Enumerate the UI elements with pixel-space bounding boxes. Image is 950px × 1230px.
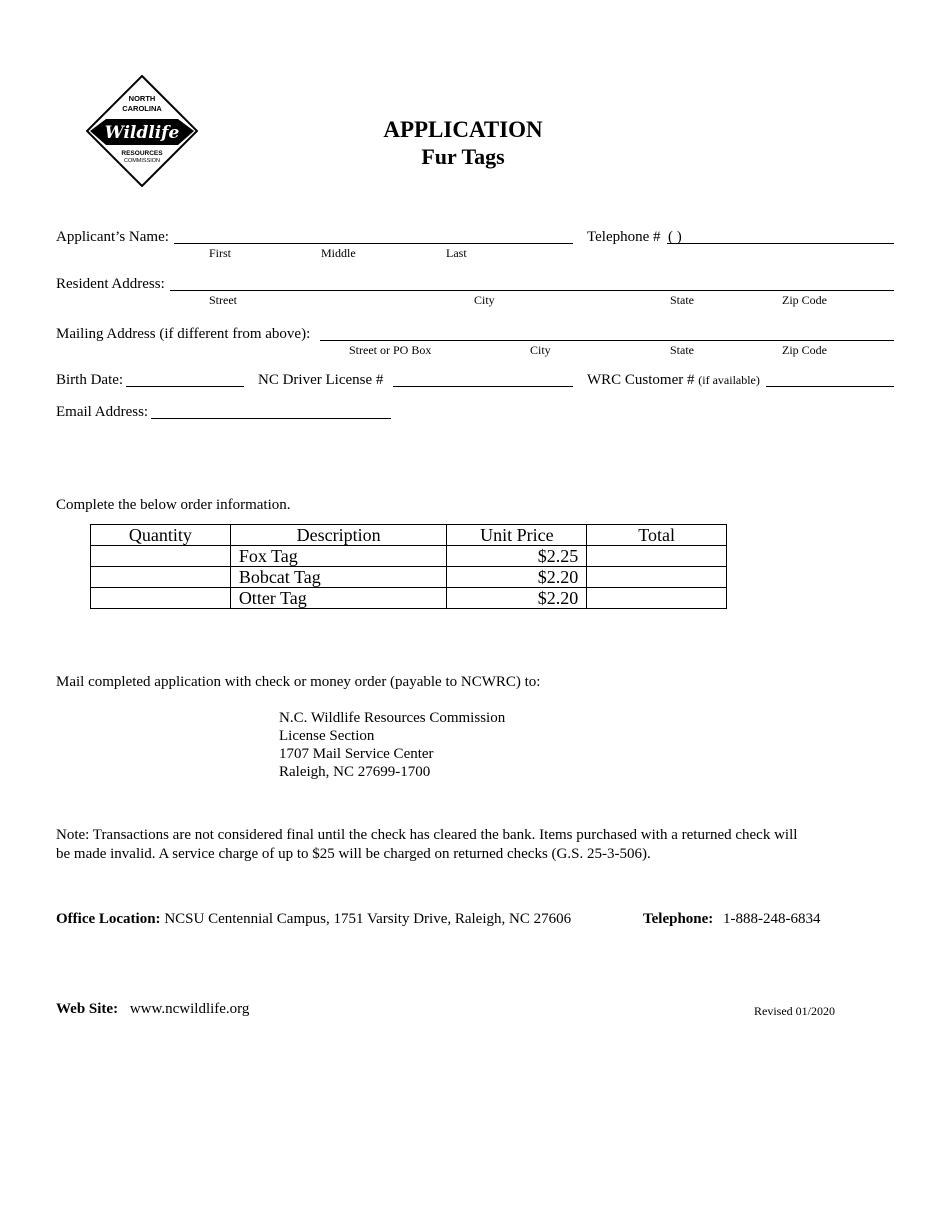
description-header: Description	[230, 525, 447, 546]
quantity-cell[interactable]	[91, 567, 231, 588]
website	[56, 1001, 249, 1018]
wrc-customer-text: WRC Customer #	[587, 372, 695, 388]
resident-zip-caption: Zip Code	[782, 293, 827, 307]
total-cell[interactable]	[587, 546, 727, 567]
quantity-cell[interactable]	[91, 588, 231, 609]
email-label: Email Address:	[56, 404, 149, 420]
resident-state-caption: State	[670, 293, 694, 307]
applicant-name-field[interactable]	[174, 243, 573, 244]
mail-address-line: 1707 Mail Service Center	[279, 746, 434, 762]
footer-telephone-value: 1-888-248-6834	[723, 911, 821, 927]
note-line: be made invalid. A service charge of up to $25 will be charged on returned checks (G.S. 25-3-506).	[56, 846, 651, 862]
office-location	[56, 911, 571, 928]
page-subtitle: Fur Tags	[421, 144, 505, 169]
driver-license-label: NC Driver License #	[258, 372, 384, 388]
order-table	[90, 524, 727, 609]
office-location-label: Office Location:	[56, 911, 161, 927]
mailing-zip-caption: Zip Code	[782, 343, 827, 357]
unit-price-cell: $2.20	[447, 588, 587, 609]
telephone-label: Telephone #	[587, 229, 661, 245]
logo-text-resources: RESOURCES	[121, 150, 163, 157]
wrc-customer-label	[587, 372, 760, 389]
mail-address-line: N.C. Wildlife Resources Commission	[279, 710, 506, 726]
footer-telephone-label: Telephone:	[643, 911, 714, 927]
mail-instruction: Mail completed application with check or money order (payable to NCWRC) to:	[56, 674, 541, 690]
resident-address-field[interactable]	[170, 290, 894, 291]
website-label: Web Site:	[56, 1001, 119, 1017]
logo-diamond-icon	[86, 75, 198, 187]
applicant-name-label: Applicant’s Name:	[56, 229, 169, 245]
resident-city-caption: City	[474, 293, 495, 307]
table-row	[91, 588, 727, 609]
mailing-city-caption: City	[530, 343, 551, 357]
total-cell[interactable]	[587, 567, 727, 588]
resident-address-label: Resident Address:	[56, 276, 165, 292]
telephone-field[interactable]	[667, 243, 894, 244]
order-intro: Complete the below order information.	[56, 497, 291, 513]
page-title: APPLICATION	[383, 117, 543, 142]
total-header: Total	[587, 525, 727, 546]
mail-address	[279, 709, 505, 781]
telephone-area-code: ( )	[668, 229, 682, 245]
mailing-address-label: Mailing Address (if different from above):	[56, 326, 311, 342]
email-field[interactable]	[151, 418, 391, 419]
mailing-street-caption: Street or PO Box	[349, 343, 432, 357]
ncwrc-logo	[86, 75, 198, 187]
resident-street-caption: Street	[209, 293, 237, 307]
website-link[interactable]: www.ncwildlife.org	[129, 1001, 250, 1017]
mail-address-line: Raleigh, NC 27699-1700	[279, 764, 431, 780]
mailing-address-field[interactable]	[320, 340, 894, 341]
description-cell: Fox Tag	[230, 546, 447, 567]
birth-date-label: Birth Date:	[56, 372, 124, 388]
description-cell: Bobcat Tag	[230, 567, 447, 588]
wrc-customer-note: (if available)	[698, 373, 760, 387]
footer-telephone	[643, 911, 821, 928]
unit-price-header: Unit Price	[447, 525, 587, 546]
quantity-cell[interactable]	[91, 546, 231, 567]
unit-price-cell: $2.25	[447, 546, 587, 567]
logo-text-carolina: CAROLINA	[122, 104, 162, 113]
applicant-last-caption: Last	[446, 246, 467, 260]
unit-price-cell: $2.20	[447, 567, 587, 588]
applicant-middle-caption: Middle	[321, 246, 356, 260]
birth-date-field[interactable]	[126, 386, 244, 387]
mail-address-line: License Section	[279, 728, 375, 744]
wrc-customer-field[interactable]	[766, 386, 894, 387]
quantity-header: Quantity	[91, 525, 231, 546]
note-line: Note: Transactions are not considered final until the check has cleared the bank. Items purchased with a returned check will	[56, 827, 798, 843]
total-cell[interactable]	[587, 588, 727, 609]
table-row	[91, 567, 727, 588]
description-cell: Otter Tag	[230, 588, 447, 609]
office-location-value: NCSU Centennial Campus, 1751 Varsity Drive, Raleigh, NC 27606	[164, 911, 572, 927]
applicant-first-caption: First	[209, 246, 232, 260]
logo-text-north: NORTH	[128, 94, 156, 103]
revised-date: Revised 01/2020	[754, 1004, 835, 1018]
driver-license-field[interactable]	[393, 386, 573, 387]
mailing-state-caption: State	[670, 343, 694, 357]
table-row	[91, 546, 727, 567]
logo-text-wildlife: Wildlife	[104, 123, 180, 143]
order-header-row	[91, 525, 727, 546]
note-text	[56, 826, 797, 864]
logo-text-commission: COMMISSION	[123, 158, 161, 164]
